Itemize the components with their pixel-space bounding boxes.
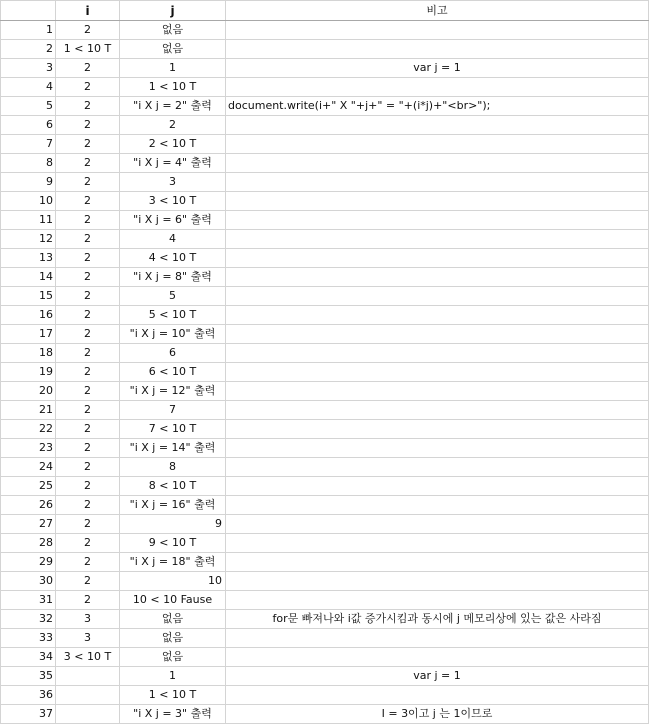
table-row (1, 135, 649, 154)
cell-j[interactable]: 5 (120, 287, 226, 306)
cell-j[interactable]: 1 < 10 T (120, 686, 226, 705)
cell-j[interactable]: "i X j = 6" 출력 (120, 211, 226, 230)
row-number[interactable]: 34 (1, 648, 56, 667)
row-number[interactable]: 32 (1, 610, 56, 629)
cell-i[interactable]: 2 (56, 249, 120, 268)
row-number[interactable]: 30 (1, 572, 56, 591)
cell-i[interactable]: 2 (56, 591, 120, 610)
cell-i[interactable]: 2 (56, 458, 120, 477)
cell-note[interactable] (226, 249, 649, 268)
cell-i[interactable]: 2 (56, 97, 120, 116)
cell-i[interactable]: 2 (56, 116, 120, 135)
cell-note[interactable] (226, 192, 649, 211)
table-row (1, 420, 649, 439)
row-number[interactable]: 36 (1, 686, 56, 705)
cell-i[interactable]: 2 (56, 306, 120, 325)
cell-i[interactable]: 2 (56, 534, 120, 553)
cell-i[interactable]: 2 (56, 344, 120, 363)
cell-note[interactable] (226, 439, 649, 458)
cell-j[interactable]: 없음 (120, 629, 226, 648)
row-number-header[interactable] (1, 1, 56, 21)
cell-i[interactable]: 2 (56, 325, 120, 344)
table-row (1, 40, 649, 59)
cell-note[interactable] (226, 116, 649, 135)
cell-j[interactable]: 10 < 10 Fause (120, 591, 226, 610)
table-row (1, 306, 649, 325)
cell-j[interactable]: 없음 (120, 610, 226, 629)
table-row (1, 154, 649, 173)
row-number[interactable]: 12 (1, 230, 56, 249)
cell-j[interactable]: 없음 (120, 21, 226, 40)
cell-i[interactable] (56, 667, 120, 686)
row-number[interactable]: 11 (1, 211, 56, 230)
table-row (1, 382, 649, 401)
cell-j[interactable]: 8 (120, 458, 226, 477)
cell-i[interactable]: 2 (56, 192, 120, 211)
cell-j[interactable]: "i X j = 8" 출력 (120, 268, 226, 287)
cell-i[interactable]: 2 (56, 515, 120, 534)
cell-j[interactable]: 10 (120, 572, 226, 591)
table-row (1, 705, 649, 724)
cell-j[interactable]: 4 (120, 230, 226, 249)
column-header-i[interactable]: i (56, 1, 120, 21)
cell-j[interactable]: 8 < 10 T (120, 477, 226, 496)
row-number[interactable]: 8 (1, 154, 56, 173)
table-row (1, 572, 649, 591)
cell-note[interactable] (226, 135, 649, 154)
cell-note[interactable] (226, 686, 649, 705)
cell-j[interactable]: 5 < 10 T (120, 306, 226, 325)
cell-i[interactable] (56, 686, 120, 705)
cell-j[interactable]: 1 (120, 59, 226, 78)
table-row (1, 496, 649, 515)
table-row (1, 173, 649, 192)
cell-i[interactable]: 2 (56, 59, 120, 78)
cell-note[interactable] (226, 477, 649, 496)
row-number[interactable]: 28 (1, 534, 56, 553)
cell-i[interactable]: 2 (56, 135, 120, 154)
cell-j[interactable]: 9 < 10 T (120, 534, 226, 553)
table-row (1, 363, 649, 382)
table-row (1, 553, 649, 572)
row-number[interactable]: 25 (1, 477, 56, 496)
cell-j[interactable]: 7 (120, 401, 226, 420)
cell-note[interactable] (226, 572, 649, 591)
cell-note[interactable] (226, 401, 649, 420)
cell-note[interactable]: for문 빠져나와 i값 증가시킴과 동시에 j 메모리상에 있는 값은 사라짐 (226, 610, 649, 629)
cell-note[interactable] (226, 515, 649, 534)
table-row (1, 116, 649, 135)
row-number[interactable]: 26 (1, 496, 56, 515)
cell-j[interactable]: "i X j = 10" 출력 (120, 325, 226, 344)
table-row (1, 78, 649, 97)
cell-note[interactable] (226, 629, 649, 648)
row-number[interactable]: 23 (1, 439, 56, 458)
table-row (1, 21, 649, 40)
row-number[interactable]: 9 (1, 173, 56, 192)
cell-note[interactable] (226, 648, 649, 667)
cell-j[interactable]: 1 < 10 T (120, 78, 226, 97)
table-row (1, 515, 649, 534)
cell-j[interactable]: 3 < 10 T (120, 192, 226, 211)
row-number[interactable]: 15 (1, 287, 56, 306)
cell-i[interactable]: 1 < 10 T (56, 40, 120, 59)
row-number[interactable]: 19 (1, 363, 56, 382)
table-row (1, 439, 649, 458)
row-number[interactable]: 2 (1, 40, 56, 59)
cell-note[interactable] (226, 211, 649, 230)
cell-note[interactable] (226, 173, 649, 192)
cell-i[interactable]: 2 (56, 363, 120, 382)
cell-i[interactable]: 2 (56, 21, 120, 40)
row-number[interactable]: 24 (1, 458, 56, 477)
row-number[interactable]: 5 (1, 97, 56, 116)
table-row (1, 287, 649, 306)
cell-j[interactable]: "i X j = 12" 출력 (120, 382, 226, 401)
cell-i[interactable]: 2 (56, 420, 120, 439)
cell-note[interactable] (226, 78, 649, 97)
cell-note[interactable]: I = 3이고 j 는 1이므로 (226, 705, 649, 724)
cell-i[interactable]: 2 (56, 439, 120, 458)
cell-note[interactable]: var j = 1 (226, 59, 649, 78)
cell-i[interactable]: 3 (56, 610, 120, 629)
cell-note[interactable]: var j = 1 (226, 667, 649, 686)
cell-j[interactable]: 1 (120, 667, 226, 686)
cell-j[interactable]: 3 (120, 173, 226, 192)
cell-j[interactable]: "i X j = 16" 출력 (120, 496, 226, 515)
cell-i[interactable]: 2 (56, 173, 120, 192)
cell-j[interactable]: 2 (120, 116, 226, 135)
cell-j[interactable]: "i X j = 3" 출력 (120, 705, 226, 724)
table-row (1, 477, 649, 496)
table-row (1, 591, 649, 610)
cell-i[interactable]: 2 (56, 477, 120, 496)
row-number[interactable]: 18 (1, 344, 56, 363)
cell-note[interactable] (226, 230, 649, 249)
cell-j[interactable]: 6 (120, 344, 226, 363)
cell-i[interactable]: 2 (56, 496, 120, 515)
cell-note[interactable] (226, 382, 649, 401)
table-row (1, 59, 649, 78)
cell-i[interactable]: 2 (56, 401, 120, 420)
table-row (1, 192, 649, 211)
cell-note[interactable] (226, 344, 649, 363)
cell-note[interactable] (226, 553, 649, 572)
cell-j[interactable]: 7 < 10 T (120, 420, 226, 439)
column-header-j[interactable]: j (120, 1, 226, 21)
cell-j[interactable]: 2 < 10 T (120, 135, 226, 154)
row-number[interactable]: 10 (1, 192, 56, 211)
cell-i[interactable]: 2 (56, 572, 120, 591)
column-header-note[interactable]: 비고 (226, 1, 649, 21)
cell-note[interactable] (226, 21, 649, 40)
cell-j[interactable]: "i X j = 4" 출력 (120, 154, 226, 173)
cell-note[interactable]: document.write(i+" X "+j+" = "+(i*j)+"<br>"); (226, 97, 649, 116)
cell-i[interactable] (56, 705, 120, 724)
table-row (1, 629, 649, 648)
cell-i[interactable]: 3 (56, 629, 120, 648)
cell-note[interactable] (226, 363, 649, 382)
cell-note[interactable] (226, 268, 649, 287)
row-number[interactable]: 7 (1, 135, 56, 154)
cell-j[interactable]: "i X j = 18" 출력 (120, 553, 226, 572)
row-number[interactable]: 1 (1, 21, 56, 40)
cell-i[interactable]: 2 (56, 287, 120, 306)
row-number[interactable]: 4 (1, 78, 56, 97)
table-row (1, 458, 649, 477)
cell-note[interactable] (226, 591, 649, 610)
cell-note[interactable] (226, 420, 649, 439)
table-row (1, 249, 649, 268)
table-row (1, 648, 649, 667)
cell-j[interactable]: "i X j = 14" 출력 (120, 439, 226, 458)
table-row (1, 325, 649, 344)
cell-i[interactable]: 3 < 10 T (56, 648, 120, 667)
table-row (1, 211, 649, 230)
table-row (1, 667, 649, 686)
cell-note[interactable] (226, 325, 649, 344)
cell-note[interactable] (226, 458, 649, 477)
cell-j[interactable]: 없음 (120, 40, 226, 59)
table-row (1, 686, 649, 705)
row-number[interactable]: 6 (1, 116, 56, 135)
row-number[interactable]: 17 (1, 325, 56, 344)
row-number[interactable]: 22 (1, 420, 56, 439)
table-row (1, 610, 649, 629)
row-number[interactable]: 16 (1, 306, 56, 325)
cell-note[interactable] (226, 40, 649, 59)
table-row (1, 534, 649, 553)
cell-note[interactable] (226, 287, 649, 306)
row-number[interactable]: 35 (1, 667, 56, 686)
table-row (1, 344, 649, 363)
cell-i[interactable]: 2 (56, 553, 120, 572)
cell-note[interactable] (226, 154, 649, 173)
table-row (1, 268, 649, 287)
row-number[interactable]: 14 (1, 268, 56, 287)
cell-j[interactable]: 없음 (120, 648, 226, 667)
cell-j[interactable]: "i X j = 2" 출력 (120, 97, 226, 116)
cell-i[interactable]: 2 (56, 230, 120, 249)
row-number[interactable]: 20 (1, 382, 56, 401)
cell-i[interactable]: 2 (56, 154, 120, 173)
cell-i[interactable]: 2 (56, 211, 120, 230)
table-row (1, 97, 649, 116)
cell-i[interactable]: 2 (56, 382, 120, 401)
cell-note[interactable] (226, 306, 649, 325)
cell-note[interactable] (226, 534, 649, 553)
table-row (1, 230, 649, 249)
row-number[interactable]: 29 (1, 553, 56, 572)
row-number[interactable]: 13 (1, 249, 56, 268)
cell-j[interactable]: 4 < 10 T (120, 249, 226, 268)
table-row (1, 401, 649, 420)
cell-i[interactable]: 2 (56, 268, 120, 287)
cell-j[interactable]: 9 (120, 515, 226, 534)
cell-note[interactable] (226, 496, 649, 515)
row-number[interactable]: 37 (1, 705, 56, 724)
row-number[interactable]: 33 (1, 629, 56, 648)
cell-j[interactable]: 6 < 10 T (120, 363, 226, 382)
row-number[interactable]: 27 (1, 515, 56, 534)
row-number[interactable]: 3 (1, 59, 56, 78)
cell-i[interactable]: 2 (56, 78, 120, 97)
header-row (1, 1, 649, 21)
row-number[interactable]: 31 (1, 591, 56, 610)
row-number[interactable]: 21 (1, 401, 56, 420)
